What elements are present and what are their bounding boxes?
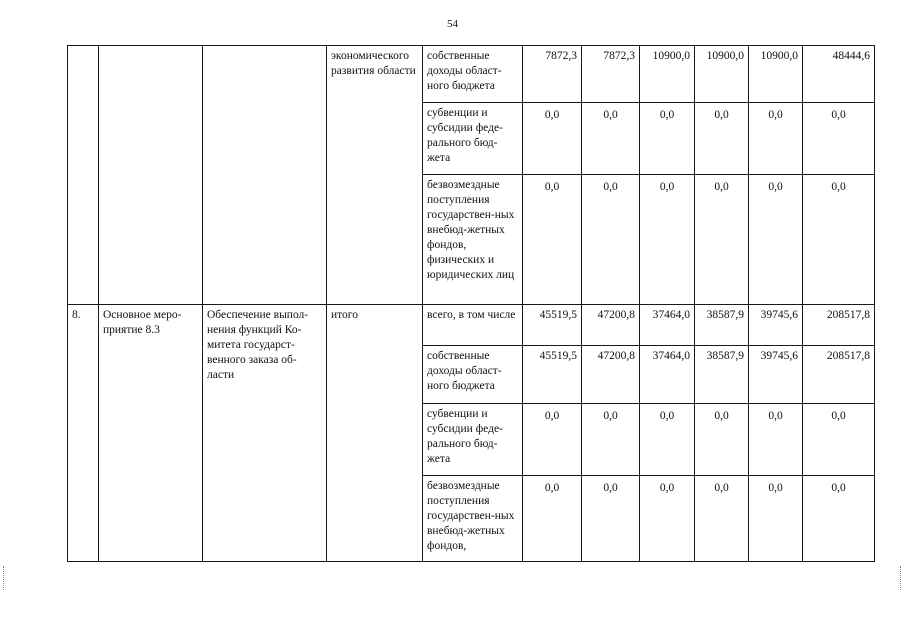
funding-source-cell: субвенции и субсидии феде-рального бюд-жета [423, 103, 523, 175]
scan-edge-mark [3, 566, 5, 590]
value-cell: 0,0 [749, 476, 803, 562]
value-cell: 10900,0 [640, 46, 695, 103]
value-cell: 0,0 [803, 476, 875, 562]
scan-edge-mark [900, 566, 902, 590]
value-cell: 0,0 [803, 175, 875, 305]
value-cell: 0,0 [582, 175, 640, 305]
event-cell: Основное меро-приятие 8.3 [99, 305, 203, 562]
funding-source-cell: субвенции и субсидии феде-рального бюд-жета [423, 404, 523, 476]
value-cell: 208517,8 [803, 346, 875, 404]
value-cell: 7872,3 [582, 46, 640, 103]
value-cell: 39745,6 [749, 346, 803, 404]
value-cell: 0,0 [640, 103, 695, 175]
value-cell: 45519,5 [523, 346, 582, 404]
value-cell: 37464,0 [640, 305, 695, 346]
value-cell: 47200,8 [582, 305, 640, 346]
value-cell: 0,0 [695, 175, 749, 305]
value-cell: 0,0 [582, 404, 640, 476]
responsible-cell: экономического развития области [327, 46, 423, 305]
table-row [68, 305, 875, 346]
num-cell: 8. [68, 305, 99, 562]
value-cell: 0,0 [803, 404, 875, 476]
value-cell: 0,0 [523, 476, 582, 562]
funding-source-cell: всего, в том числе [423, 305, 523, 346]
value-cell: 0,0 [523, 404, 582, 476]
value-cell: 0,0 [695, 476, 749, 562]
value-cell: 7872,3 [523, 46, 582, 103]
value-cell: 0,0 [640, 175, 695, 305]
budget-table [67, 45, 875, 562]
description-cell: Обеспечение выпол-нения функций Ко-митета государст-венного заказа об-ласти [203, 305, 327, 562]
value-cell: 0,0 [749, 103, 803, 175]
funding-source-cell: собственные доходы област-ного бюджета [423, 46, 523, 103]
funding-source-cell: безвозмездные поступления государствен-ных внебюд-жетных фондов, физических и юридических лиц [423, 175, 523, 305]
value-cell: 38587,9 [695, 346, 749, 404]
funding-source-cell: безвозмездные поступления государствен-ных внебюд-жетных фондов, [423, 476, 523, 562]
description-cell [203, 46, 327, 305]
value-cell: 47200,8 [582, 346, 640, 404]
value-cell: 208517,8 [803, 305, 875, 346]
num-cell [68, 46, 99, 305]
value-cell: 0,0 [749, 404, 803, 476]
funding-source-cell: собственные доходы област-ного бюджета [423, 346, 523, 404]
value-cell: 0,0 [695, 404, 749, 476]
value-cell: 39745,6 [749, 305, 803, 346]
page-number: 54 [447, 18, 458, 30]
value-cell: 0,0 [640, 476, 695, 562]
value-cell: 0,0 [523, 103, 582, 175]
value-cell: 48444,6 [803, 46, 875, 103]
value-cell: 0,0 [523, 175, 582, 305]
event-cell [99, 46, 203, 305]
value-cell: 0,0 [640, 404, 695, 476]
table-row [68, 46, 875, 103]
value-cell: 10900,0 [695, 46, 749, 103]
responsible-cell: итого [327, 305, 423, 562]
value-cell: 0,0 [695, 103, 749, 175]
value-cell: 0,0 [803, 103, 875, 175]
value-cell: 38587,9 [695, 305, 749, 346]
value-cell: 0,0 [582, 476, 640, 562]
value-cell: 37464,0 [640, 346, 695, 404]
value-cell: 10900,0 [749, 46, 803, 103]
value-cell: 0,0 [582, 103, 640, 175]
value-cell: 0,0 [749, 175, 803, 305]
value-cell: 45519,5 [523, 305, 582, 346]
